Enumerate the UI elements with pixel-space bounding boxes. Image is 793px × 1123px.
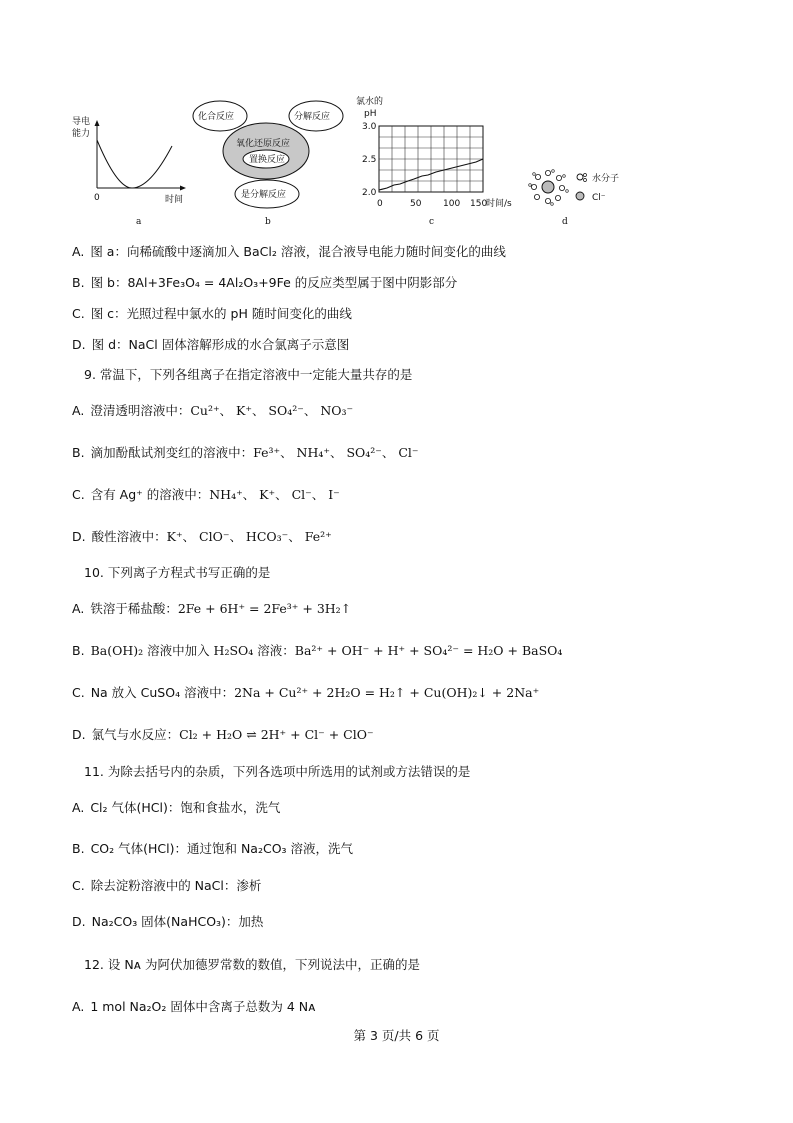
q10-option-a-equation: 2Fe + 6H⁺ = 2Fe³⁺ + 3H₂↑ [177,601,352,616]
q9-option-c [72,487,340,503]
q11-option-a [72,800,280,816]
q10-option-c [72,685,539,701]
figure-b-is-decomposition: 是分解反应 [241,190,287,200]
q10-option-d-prefix: 氯气与水反应： [91,727,180,742]
q9-option-d-prefix: 酸性溶液中： [91,529,167,544]
figure-c-xtick-0: 0 [377,199,383,209]
q9-option-d-label: D. [72,529,86,544]
q9-option-b-prefix: 滴加酚酞试剂变红的溶液中： [90,445,254,460]
q8-option-a-text: 图 a：向稀硫酸中逐滴加入 BaCl₂ 溶液，混合液导电能力随时间变化的曲线 [90,244,506,259]
q12-option-a-text: 1 mol Na₂O₂ 固体中含离子总数为 4 Nᴀ [90,999,316,1014]
figure-d-legend-cl: Cl⁻ [592,193,606,203]
q8-option-c-text: 图 c：光照过程中氯水的 pH 随时间变化的曲线 [90,306,352,321]
figure-c [352,88,522,228]
q11-option-c-text: 除去淀粉溶液中的 NaCl：渗析 [90,878,262,893]
figure-a-ylabel-1: 导电 [72,117,91,127]
figure-c-chart [352,88,522,228]
figure-c-xtick-50: 50 [410,199,422,209]
q10-stem: 10. 下列离子方程式书写正确的是 [84,565,271,580]
figure-a-ylabel-2: 能力 [72,129,91,139]
q9-option-b [72,445,419,461]
figure-a-caption: a [136,217,142,227]
q9-option-a-ions: Cu²⁺、 K⁺、 SO₄²⁻、 NO₃⁻ [190,403,354,418]
q11-option-a-label: A. [72,800,85,815]
q9-option-d [72,529,332,545]
q10-option-c-label: C. [72,685,85,700]
q10-option-a [72,601,351,617]
q9-stem: 9. 常温下，下列各组离子在指定溶液中一定能大量共存的是 [84,367,413,382]
figure-a-xlabel: 时间 [165,195,184,205]
q10-option-d [72,727,374,743]
q10-option-a-label: A. [72,601,85,616]
figure-a-origin: 0 [94,193,100,203]
figure-b-redox: 氧化还原反应 [236,139,291,149]
q11-option-b-label: B. [72,841,85,856]
q8-option-b-label: B. [72,275,85,290]
figure-c-ytitle-2: pH [364,109,377,119]
q9-option-c-label: C. [72,487,85,502]
q10-option-d-label: D. [72,727,86,742]
figure-b-decomposition: 分解反应 [294,112,331,122]
q8-option-d [72,337,349,353]
q11-stem: 11. 为除去括号内的杂质，下列各选项中所选用的试剂或方法错误的是 [84,764,471,779]
q9-option-b-label: B. [72,445,85,460]
q12-option-a [72,999,316,1015]
figure-d-caption: d [562,217,568,227]
q8-option-b [72,275,457,291]
figure-c-caption: c [429,217,435,227]
q8-option-d-text: 图 d：NaCl 固体溶解形成的水合氯离子示意图 [91,337,350,352]
q10-option-a-prefix: 铁溶于稀盐酸： [90,601,178,616]
figure-b-combination: 化合反应 [198,112,235,122]
q10-option-b [72,643,562,659]
q11-option-c [72,878,261,894]
figure-b-replacement: 置换反应 [249,155,286,165]
q8-option-b-text: 图 b：8Al+3Fe₃O₄ = 4Al₂O₃+9Fe 的反应类型属于图中阴影部分 [90,275,458,290]
figure-c-xtick-150: 150 [470,199,488,209]
q10-option-c-equation: 2Na + Cu²⁺ + 2H₂O = H₂↑ + Cu(OH)₂↓ + 2Na⁺ [234,685,540,700]
figure-a [70,88,190,228]
page-footer: 第 3 页/共 6 页 [353,1028,440,1043]
figure-c-ytick-3: 3.0 [362,122,377,132]
figure-d [522,88,642,228]
q10-option-b-prefix: Ba(OH)₂ 溶液中加入 H₂SO₄ 溶液： [90,643,295,658]
figure-d-diagram [522,88,642,228]
figure-b [188,88,348,228]
figure-a-graph [70,88,190,228]
q11-option-d-label: D. [72,914,86,929]
q9-option-a-prefix: 澄清透明溶液中： [90,403,191,418]
figure-d-legend-water: 水分子 [592,174,620,184]
q11-option-d [72,914,263,930]
q9-option-c-ions: NH₄⁺、 K⁺、 Cl⁻、 I⁻ [209,487,340,502]
q9-option-c-prefix: 含有 Ag⁺ 的溶液中： [90,487,210,502]
q9-option-a [72,403,353,419]
figure-c-xtitle: 时间/s [486,199,512,209]
q10-option-b-label: B. [72,643,85,658]
q12-option-a-label: A. [72,999,85,1014]
q11-option-d-text: Na₂CO₃ 固体(NaHCO₃)：加热 [91,914,264,929]
q9-option-d-ions: K⁺、 ClO⁻、 HCO₃⁻、 Fe²⁺ [166,529,332,544]
figure-c-ytick-25: 2.5 [362,155,377,165]
q11-option-b [72,841,353,857]
figure-c-ytitle-1: 氯水的 [356,97,384,107]
q11-option-c-label: C. [72,878,85,893]
q10-option-d-equation: Cl₂ + H₂O ⇌ 2H⁺ + Cl⁻ + ClO⁻ [179,727,374,742]
q8-option-a-label: A. [72,244,85,259]
q8-option-d-label: D. [72,337,86,352]
q10-option-b-equation: Ba²⁺ + OH⁻ + H⁺ + SO₄²⁻ = H₂O + BaSO₄ [294,643,563,658]
q8-option-a [72,244,506,260]
figure-c-ytick-2: 2.0 [362,188,377,198]
figure-b-caption: b [265,217,271,227]
q8-option-c-label: C. [72,306,85,321]
q10-option-c-prefix: Na 放入 CuSO₄ 溶液中： [90,685,235,700]
q8-option-c [72,306,352,322]
figure-b-diagram [188,88,348,228]
q11-option-b-text: CO₂ 气体(HCl)：通过饱和 Na₂CO₃ 溶液，洗气 [90,841,354,856]
q9-option-a-label: A. [72,403,85,418]
q12-stem: 12. 设 Nᴀ 为阿伏加德罗常数的数值，下列说法中，正确的是 [84,957,421,972]
q11-option-a-text: Cl₂ 气体(HCl)：饱和食盐水，洗气 [90,800,281,815]
q9-option-b-ions: Fe³⁺、 NH₄⁺、 SO₄²⁻、 Cl⁻ [253,445,419,460]
figure-c-xtick-100: 100 [443,199,461,209]
